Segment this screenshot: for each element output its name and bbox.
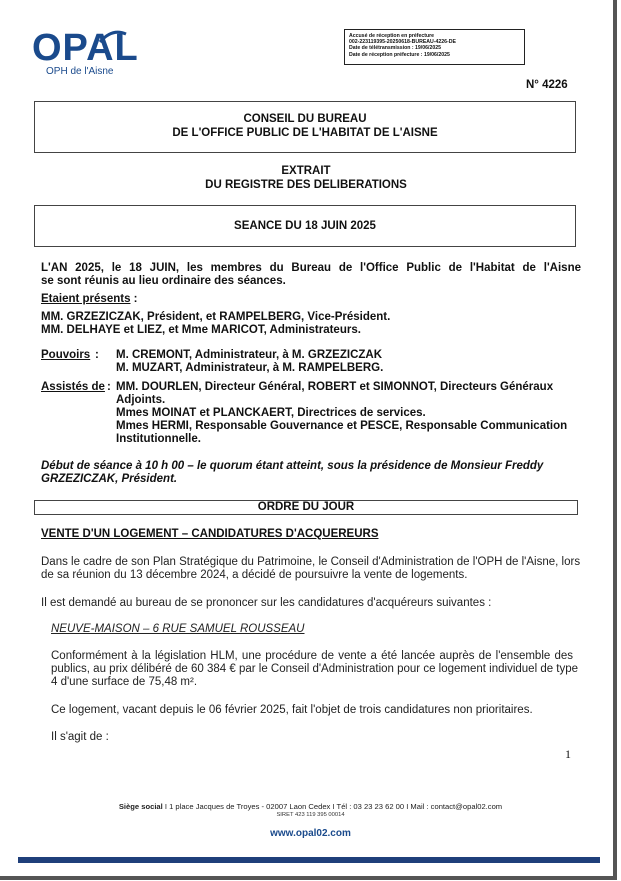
- body-p2: Il est demandé au bureau de se prononcer sur les candidatures d'acquéreurs suivantes :: [41, 597, 492, 609]
- ordre-du-jour-title: ORDRE DU JOUR: [257, 501, 355, 513]
- pouvoirs-label: Pouvoirs: [41, 349, 91, 361]
- body-p1-line-1: Dans le cadre de son Plan Stratégique du Patrimoine, le Conseil d'Administration de l'OPH de l'Aisne, lors: [41, 556, 581, 568]
- footer-address: [0, 802, 621, 811]
- assistes-line-2: Adjoints.: [116, 394, 166, 406]
- receipt-line: Accusé de réception en préfecture: [349, 33, 435, 39]
- receipt-line: Date de télétransmission : 19/06/2025: [349, 45, 441, 52]
- extract-heading: [0, 164, 612, 192]
- body-p3-line-3: 4 d'une surface de 75,48 m².: [51, 676, 198, 688]
- pouvoirs-colon: :: [95, 349, 99, 361]
- logo-swoosh-icon: [98, 30, 128, 44]
- footer-siret: SIRET 423 119 395 00014: [276, 812, 345, 818]
- assistes-line-1: MM. DOURLEN, Directeur Général, ROBERT et SIMONNOT, Directeurs Généraux: [116, 381, 554, 393]
- presents-colon: :: [130, 293, 138, 305]
- intro-line-1: L'AN 2025, le 18 JUIN, les membres du Bureau de l'Office Public de l'Habitat de l'Aisne: [41, 262, 581, 274]
- property-address: NEUVE-MAISON – 6 RUE SAMUEL ROUSSEAU: [51, 623, 305, 635]
- receipt-line: Date de réception préfecture : 19/06/2025: [349, 51, 450, 58]
- seance-title: SEANCE DU 18 JUIN 2025: [234, 220, 376, 232]
- footer-siege-label: Siège social: [118, 802, 163, 811]
- opal-logo: [32, 28, 144, 80]
- debut-line-2: GRZEZICZAK, Président.: [41, 473, 178, 485]
- council-line-1: CONSEIL DU BUREAU: [243, 113, 367, 125]
- extract-line-2: DU REGISTRE DES DELIBERATIONS: [205, 179, 407, 191]
- council-line-2: DE L'OFFICE PUBLIC DE L'HABITAT DE L'AISNE: [172, 127, 438, 139]
- pouvoirs-line-2: M. MUZART, Administrateur, à M. RAMPELBERG.: [116, 362, 384, 374]
- logo-word: OPAL: [32, 27, 139, 69]
- extract-line-1: EXTRAIT: [281, 165, 331, 177]
- assistes-colon: :: [107, 381, 111, 393]
- body-p3-line-2: publics, au prix délibéré de 60 384 € par le Conseil d'Administration pour ce logement individuel de type: [51, 663, 579, 675]
- intro-line-2: se sont réunis au lieu ordinaire des séances.: [41, 275, 286, 287]
- debut-line-1: Début de séance à 10 h 00 – le quorum étant atteint, sous la présidence de Monsieur Freddy: [41, 460, 544, 472]
- assistes-line-4: Mmes HERMI, Responsable Gouvernance et PESCE, Responsable Communication: [116, 420, 568, 432]
- footer-blue-bar: [18, 857, 600, 863]
- assistes-line-3: Mmes MOINAT et PLANCKAERT, Directrices de services.: [116, 407, 426, 419]
- presents-label: Etaient présents: [41, 293, 131, 305]
- footer-website-link[interactable]: www.opal02.com: [270, 828, 351, 839]
- section-title: VENTE D'UN LOGEMENT – CANDIDATURES D'ACQUEREURS: [41, 528, 379, 540]
- presents-line-1: MM. GRZEZICZAK, Président, et RAMPELBERG, Vice-Président.: [41, 311, 391, 323]
- body-p5: Il s'agit de :: [51, 731, 109, 743]
- assistes-label: Assistés de: [41, 381, 105, 393]
- presents-heading: [41, 293, 138, 306]
- footer-siege-text: I 1 place Jacques de Troyes - 02007 Laon Cedex I Tél : 03 23 23 62 00 I Mail : contact@opal02.com: [162, 802, 503, 811]
- council-header-box: [34, 101, 576, 153]
- seance-box: [34, 205, 576, 247]
- body-p1-line-2: de sa réunion du 13 décembre 2024, a décidé de poursuivre la vente de logements.: [41, 569, 468, 581]
- ordre-du-jour-box: [34, 500, 578, 515]
- body-p3-line-1: Conformément à la législation HLM, une procédure de vente a été lancée auprès de l'ensemble des: [51, 650, 573, 662]
- logo-subtitle: OPH de l'Aisne: [46, 66, 114, 77]
- presents-line-2: MM. DELHAYE et LIEZ, et Mme MARICOT, Administrateurs.: [41, 324, 361, 336]
- receipt-stamp: [344, 29, 525, 65]
- body-p4: Ce logement, vacant depuis le 06 février 2025, fait l'objet de trois candidatures non prioritaires.: [51, 704, 533, 716]
- assistes-line-5: Institutionnelle.: [116, 433, 201, 445]
- receipt-line: 002-223119395-20250618-BUREAU-4226-DE: [349, 39, 456, 46]
- deliberation-number: N° 4226: [526, 79, 568, 91]
- pouvoirs-line-1: M. CREMONT, Administrateur, à M. GRZEZICZAK: [116, 349, 383, 361]
- page-number: 1: [565, 747, 571, 761]
